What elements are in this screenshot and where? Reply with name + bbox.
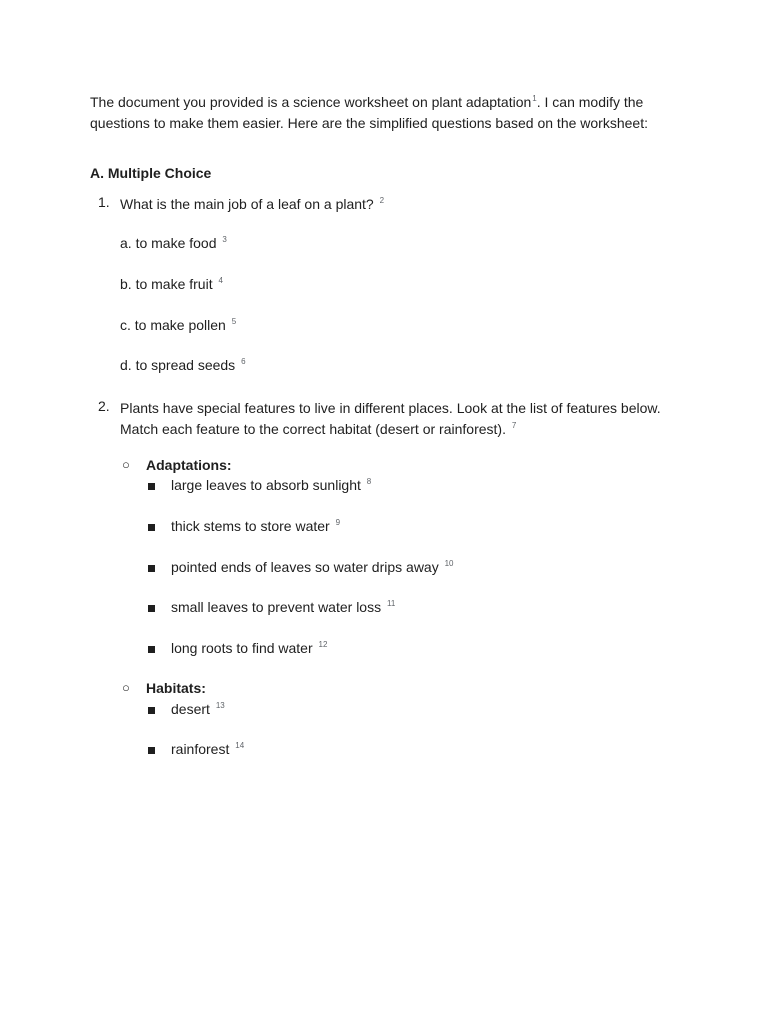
answer-option <box>120 317 236 333</box>
list-item <box>171 518 340 534</box>
list-item <box>171 477 371 493</box>
square-bullet-icon <box>148 707 155 714</box>
citation-marker[interactable]: 7 <box>511 421 517 431</box>
citation-marker[interactable]: 6 <box>241 357 246 367</box>
citation-marker[interactable]: 8 <box>366 477 372 487</box>
circle-bullet-icon: ○ <box>122 457 130 472</box>
intro-text-a: The document you provided is a science worksheet on plant adaptation <box>90 94 532 110</box>
list-item <box>171 640 327 656</box>
citation-marker[interactable]: 1 <box>532 94 537 104</box>
question-text-content: Plants have special features to live in different places. Look at the list of features below. Match each feature to the correct habitat (desert or rainforest). <box>120 400 661 437</box>
list-item-text: rainforest <box>171 741 230 757</box>
list-item-text: large leaves to absorb sunlight <box>171 477 361 493</box>
citation-marker[interactable]: 9 <box>335 518 341 528</box>
citation-marker[interactable]: 5 <box>231 317 237 327</box>
square-bullet-icon <box>148 565 155 572</box>
citation-marker[interactable]: 13 <box>215 701 225 711</box>
intro-text-b: . I can modify the questions to make them easier. Here are the simplified questions based on the worksheet: <box>90 94 648 131</box>
answer-option-text: a. to make food <box>120 235 217 251</box>
citation-marker[interactable]: 10 <box>444 559 454 569</box>
citation-marker[interactable]: 2 <box>379 196 385 206</box>
section-heading: A. Multiple Choice <box>90 165 212 181</box>
list-item <box>171 599 395 615</box>
answer-option-text: c. to make pollen <box>120 317 226 333</box>
square-bullet-icon <box>148 605 155 612</box>
question-number: 2. <box>98 398 110 414</box>
question-text <box>120 194 680 215</box>
square-bullet-icon <box>148 747 155 754</box>
citation-marker[interactable]: 3 <box>222 235 227 245</box>
citation-marker[interactable]: 4 <box>218 276 223 286</box>
list-item <box>171 701 225 717</box>
list-item <box>171 741 244 757</box>
citation-marker[interactable]: 11 <box>386 599 396 609</box>
intro-paragraph <box>90 92 690 134</box>
answer-option <box>120 235 227 251</box>
answer-option-text: d. to spread seeds <box>120 357 236 373</box>
citation-marker[interactable]: 12 <box>318 640 328 650</box>
question-text <box>120 398 680 440</box>
group-label: Habitats: <box>146 680 206 696</box>
square-bullet-icon <box>148 646 155 653</box>
answer-option-text: b. to make fruit <box>120 276 213 292</box>
list-item <box>171 559 454 575</box>
answer-option <box>120 276 223 292</box>
circle-bullet-icon: ○ <box>122 680 130 695</box>
square-bullet-icon <box>148 483 155 490</box>
square-bullet-icon <box>148 524 155 531</box>
answer-option <box>120 357 246 373</box>
list-item-text: thick stems to store water <box>171 518 330 534</box>
question-text-content: What is the main job of a leaf on a plant? <box>120 196 374 212</box>
list-item-text: long roots to find water <box>171 640 313 656</box>
group-label: Adaptations: <box>146 457 232 473</box>
question-number: 1. <box>98 194 110 210</box>
list-item-text: pointed ends of leaves so water drips away <box>171 559 439 575</box>
list-item-text: small leaves to prevent water loss <box>171 599 382 615</box>
citation-marker[interactable]: 14 <box>235 741 245 751</box>
list-item-text: desert <box>171 701 210 717</box>
